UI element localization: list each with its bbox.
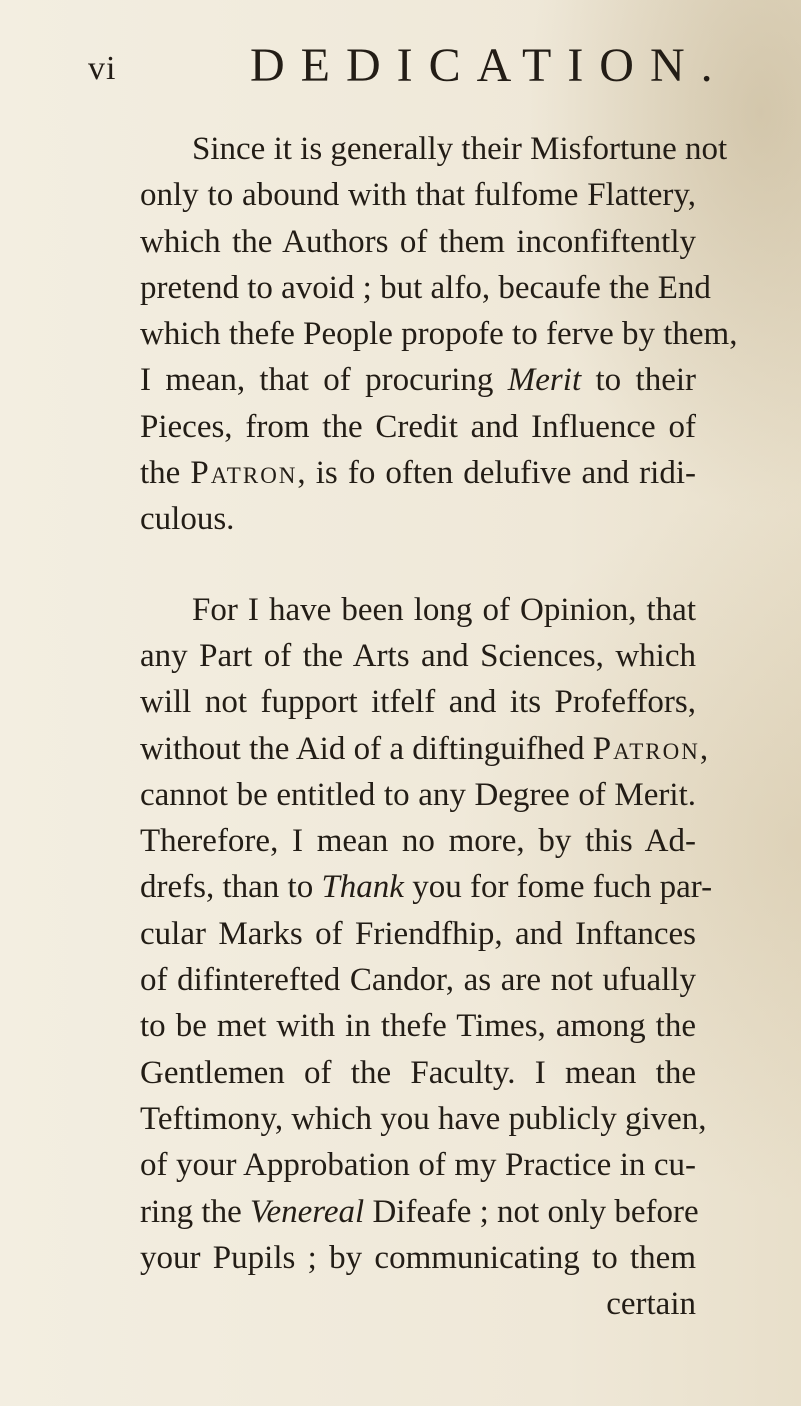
text-line: without the Aid of a diftinguifhed Patron, xyxy=(140,730,709,767)
italic-word: Venereal xyxy=(249,1193,365,1230)
small-caps-word: Patron xyxy=(592,730,700,767)
text-line: I mean, that of procuring Merit to their xyxy=(140,362,696,399)
text-line: which the Authors of them inconfiftently xyxy=(140,223,696,260)
text-line: Therefore, I mean no more, by this Ad- xyxy=(140,823,696,860)
text-line: to be met with in thefe Times, among the xyxy=(140,1008,696,1045)
text-line: cular Marks of Friendfhip, and Inftances xyxy=(140,915,696,952)
text-line: your Pupils ; by communicating to them xyxy=(140,1239,696,1276)
running-title: DEDICATION. xyxy=(250,39,729,92)
text-line: any Part of the Arts and Sciences, which xyxy=(140,637,696,674)
text-line: ring the Venereal Difeafe ; not only before xyxy=(140,1193,699,1230)
page-header xyxy=(88,38,729,98)
text-line: of difinterefted Candor, as are not ufually xyxy=(140,962,696,999)
text-line: of your Approbation of my Practice in cu- xyxy=(140,1147,696,1184)
body-text xyxy=(140,126,738,1327)
italic-word: Thank xyxy=(321,869,404,906)
paragraph-gap xyxy=(140,543,696,587)
text-line: will not fupport itfelf and its Profeffors, xyxy=(140,684,696,721)
italic-word: Merit xyxy=(507,362,582,399)
text-line: cannot be entitled to any Degree of Merit. xyxy=(140,776,696,813)
text-line: Gentlemen of the Faculty. I mean the xyxy=(140,1054,696,1091)
text-line: For I have been long of Opinion, that xyxy=(192,591,696,628)
text-line: Pieces, from the Credit and Influence of xyxy=(140,408,696,445)
text-line: which thefe People propofe to ferve by them, xyxy=(140,316,738,353)
small-caps-word: Patron xyxy=(190,455,298,492)
text-line: pretend to avoid ; but alfo, becaufe the End xyxy=(140,269,711,306)
page-number: vi xyxy=(88,50,117,87)
text-line: drefs, than to Thank you for fome fuch par- xyxy=(140,869,713,906)
text-line: Teftimony, which you have publicly given, xyxy=(140,1100,707,1137)
text-line: only to abound with that fulfome Flattery, xyxy=(140,177,696,214)
text-line: culous. xyxy=(140,501,235,538)
text-line: the Patron, is fo often delufive and ridi- xyxy=(140,455,696,492)
text-line: Since it is generally their Misfortune not xyxy=(192,131,728,167)
catchword: certain xyxy=(606,1286,696,1323)
